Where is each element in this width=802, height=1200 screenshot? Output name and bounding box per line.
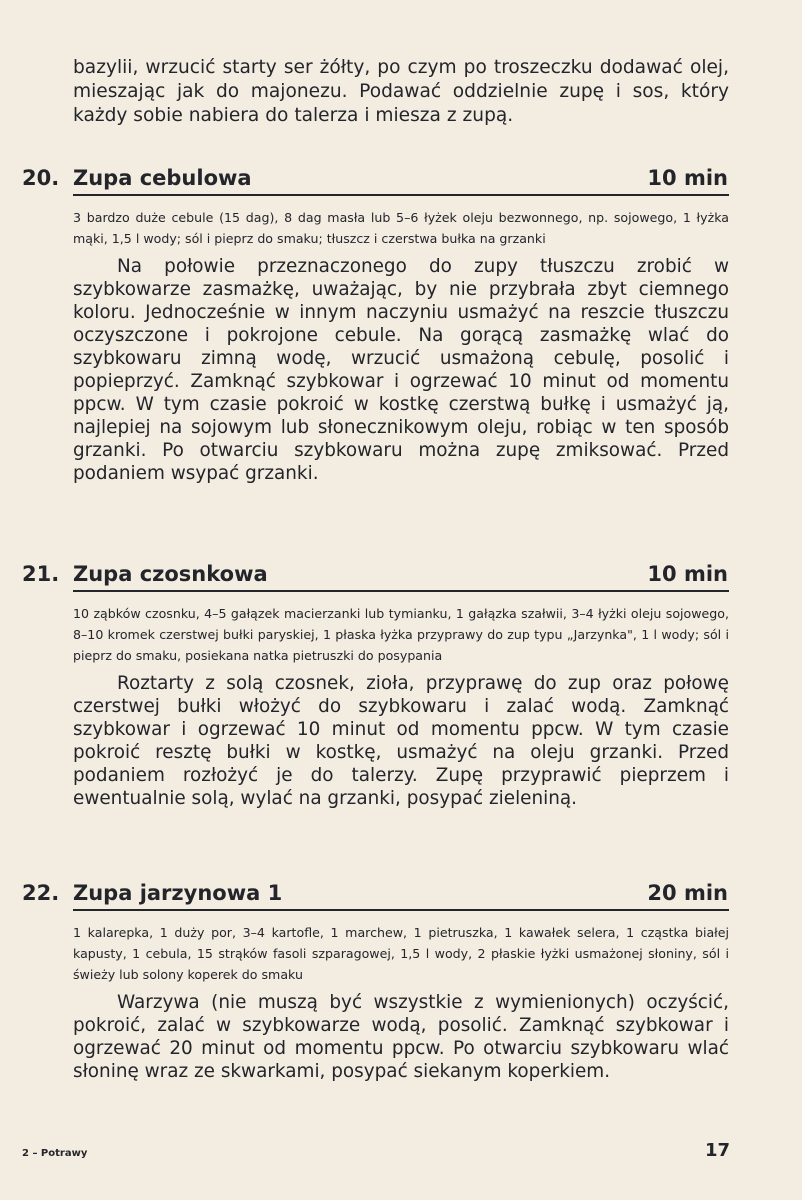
title-rule bbox=[73, 909, 729, 911]
recipe-ingredients: 1 kalarepka, 1 duży por, 3–4 kartofle, 1 marchew, 1 pietruszka, 1 kawałek selera, 1 cząstka białej kapusty, 1 cebula, 15 strąków fasoli szparagowej, 1,5 l wody, 2 płaskie łyżki usmażonej słoniny, sól i świeży lub solony koperek do smaku bbox=[73, 925, 729, 982]
recipe-header bbox=[0, 163, 802, 197]
recipe-time: 20 min bbox=[647, 881, 728, 905]
recipe-time: 10 min bbox=[647, 166, 728, 190]
recipe-title: Zupa czosnkowa bbox=[73, 562, 268, 586]
recipe-22 bbox=[0, 878, 802, 1083]
recipe-title: Zupa jarzynowa 1 bbox=[73, 881, 283, 905]
intro-paragraph: bazylii, wrzucić starty ser żółty, po czym po troszeczku dodawać olej, mieszając jak do majonezu. Podawać oddzielnie zupę i sos, który każdy sobie nabiera do talerza i miesza z zupą. bbox=[73, 57, 729, 126]
recipe-title: Zupa cebulowa bbox=[73, 166, 252, 190]
footer-signature: 2 – Potrawy bbox=[22, 1148, 88, 1159]
recipe-21 bbox=[0, 559, 802, 810]
recipe-instructions: Na połowie przeznaczonego do zupy tłuszczu zrobić w szybkowarze zasmażkę, uważając, by nie przybrała zbyt ciemnego koloru. Jednocześnie w innym naczyniu usmażyć na reszcie tłuszczu oczyszczone i pokrojone cebule. Na gorącą zasmażkę wlać do szybkowaru zimną wodę, wrzucić usmażoną cebulę, posolić i popieprzyć. Zamknąć szybkowar i ogrzewać 10 minut od momentu ppcw. W tym czasie pokroić w kostkę czerstwą bułkę i usmażyć ją, najlepiej na sojowym lub słonecznikowym oleju, robiąc w ten sposób grzanki. Po otwarciu szybkowaru można zupę zmiksować. Przed podaniem wsypać grzanki. bbox=[73, 256, 729, 484]
recipe-20 bbox=[0, 163, 802, 485]
recipe-ingredients: 3 bardzo duże cebule (15 dag), 8 dag masła lub 5–6 łyżek oleju bezwonnego, np. sojowego, 1 łyżka mąki, 1,5 l wody; sól i pieprz do smaku; tłuszcz i czerstwa bułka na grzanki bbox=[73, 210, 729, 246]
recipe-number: 21. bbox=[22, 562, 60, 586]
recipe-instructions: Warzywa (nie muszą być wszystkie z wymienionych) oczyścić, pokroić, zalać w szybkowarze wodą, posolić. Zamknąć szybkowar i ogrzewać 20 minut od momentu ppcw. Po otwarciu szybkowaru wlać słoninę wraz ze skwarkami, posypać siekanym koperkiem. bbox=[73, 992, 729, 1082]
recipe-number: 20. bbox=[22, 166, 60, 190]
recipe-instructions: Roztarty z solą czosnek, zioła, przyprawę do zup oraz połowę czerstwej bułki włożyć do szybkowaru i zalać wodą. Zamknąć szybkowar i ogrzewać 10 minut od momentu ppcw. W tym czasie pokroić resztę bułki w kostkę, usmażyć na oleju grzanki. Przed podaniem rozłożyć je do talerzy. Zupę przyprawić pieprzem i ewentualnie solą, wylać na grzanki, posypać zieleniną. bbox=[73, 673, 729, 809]
title-rule bbox=[73, 590, 729, 592]
recipe-header bbox=[0, 878, 802, 912]
recipe-number: 22. bbox=[22, 881, 60, 905]
recipe-time: 10 min bbox=[647, 562, 728, 586]
title-rule bbox=[73, 194, 729, 196]
page-number: 17 bbox=[704, 1140, 730, 1161]
recipe-ingredients: 10 ząbków czosnku, 4–5 gałązek macierzanki lub tymianku, 1 gałązka szałwii, 3–4 łyżki oleju sojowego, 8–10 kromek czerstwej bułki paryskiej, 1 płaska łyżka przyprawy do zup typu „Jarzynka", 1 l wody; sól i pieprz do smaku, posiekana natka pietruszki do posypania bbox=[73, 606, 729, 663]
recipe-header bbox=[0, 559, 802, 593]
